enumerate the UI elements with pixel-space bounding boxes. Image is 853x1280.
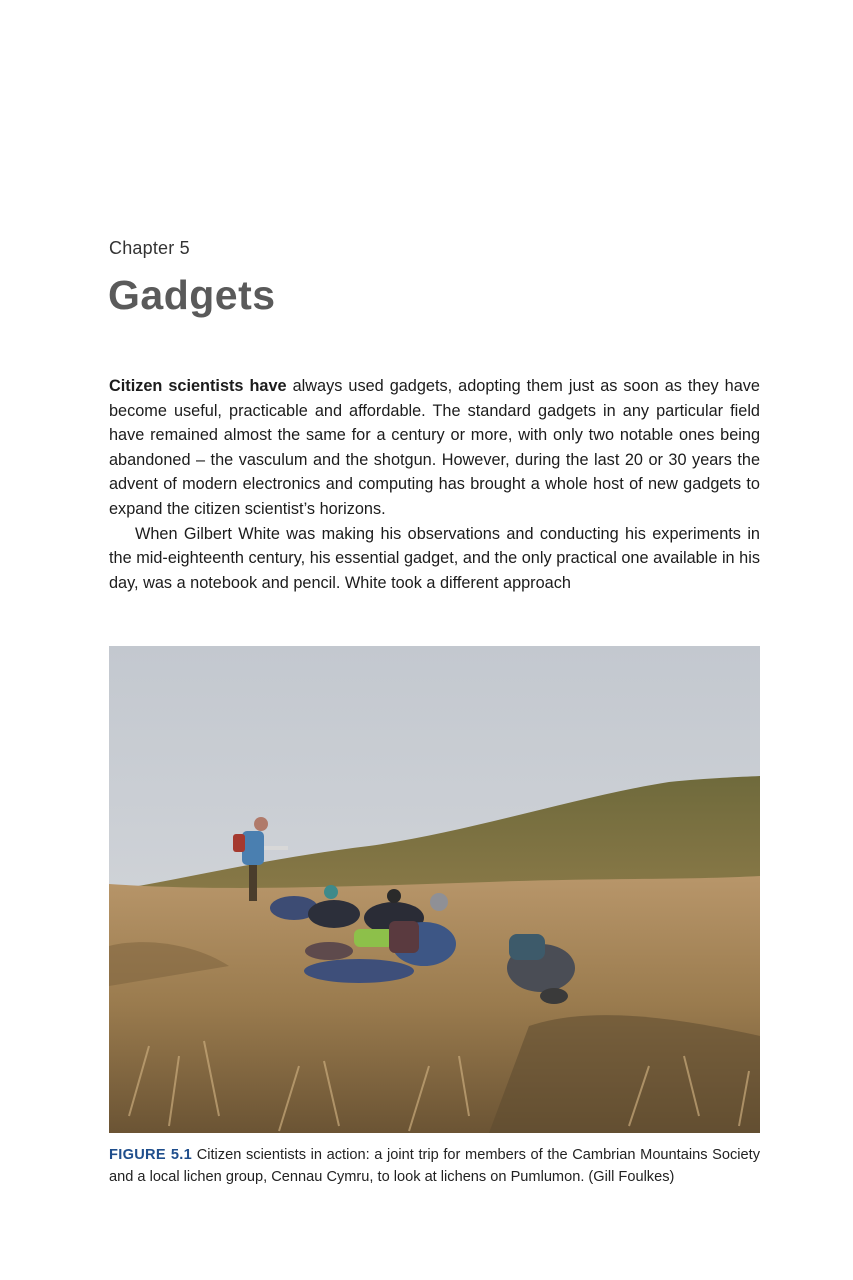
paragraph-1-text: always used gadgets, adopting them just as soon as they have become useful, practicable and affordable. The standard gadgets in any particular field have remained almost the same for a century or more, with only two notable ones being abandoned – the vasculum and the shotgun. However, during the last 20 or 30 years the advent of modern electronics and computing has brought a whole host of new gadgets to expand the citizen scientist’s horizons. xyxy=(109,377,760,518)
figure-caption-text: Citizen scientists in action: a joint trip for members of the Cambrian Mountains Society and a local lichen group, Cennau Cymru, to look at lichens on Pumlumon. (Gill Foulkes) xyxy=(109,1147,760,1185)
figure-label: FIGURE 5.1 xyxy=(109,1147,193,1163)
figure-caption xyxy=(109,1145,760,1188)
body-text xyxy=(109,374,760,595)
paragraph-2: When Gilbert White was making his observations and conducting his experiments in the mid-eighteenth century, his essential gadget, and the only practical one available in his day, was a notebook and pencil. White took a different approach xyxy=(109,524,760,592)
paragraph-1 xyxy=(109,374,760,522)
lichen-trip-photo xyxy=(109,646,760,1133)
paragraph-lead: Citizen scientists have xyxy=(109,377,287,395)
chapter-label: Chapter 5 xyxy=(109,238,190,258)
chapter-title: Gadgets xyxy=(108,272,276,318)
heather-patch xyxy=(489,1015,760,1133)
figure-photo xyxy=(109,646,760,1133)
